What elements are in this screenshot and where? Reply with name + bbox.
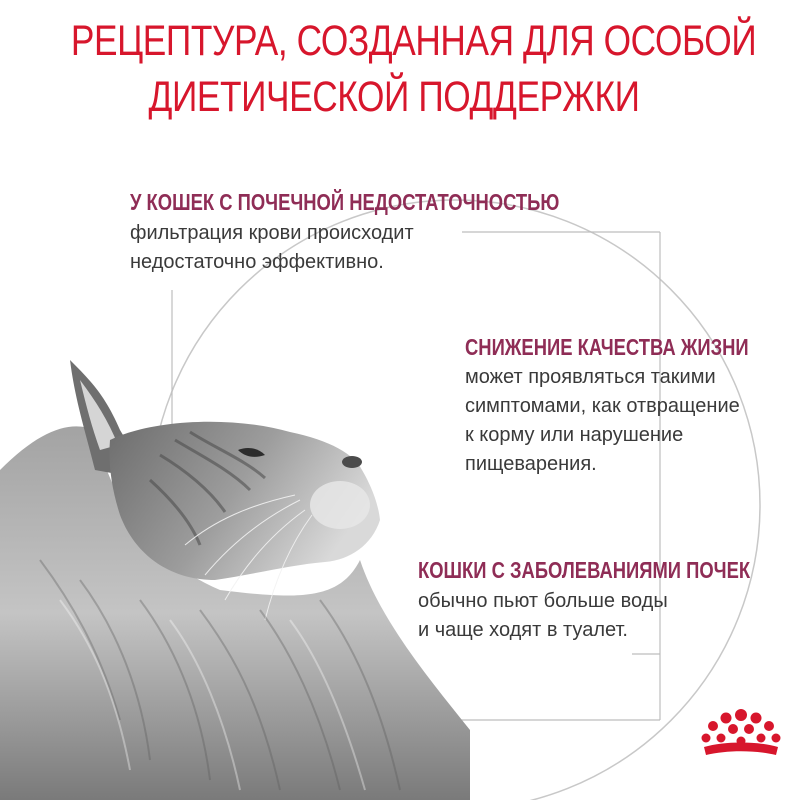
block-2-line-4: пищеварения. <box>465 453 597 475</box>
cat-shape <box>0 360 470 800</box>
block-2-line-2: симптомами, как отвращение <box>465 395 740 417</box>
block-1-line-2: недостаточно эффективно. <box>130 251 384 273</box>
block-2-heading: СНИЖЕНИЕ КАЧЕСТВА ЖИЗНИ <box>465 334 749 360</box>
block-1-heading: У КОШЕК С ПОЧЕЧНОЙ НЕДОСТАТОЧНОСТЬЮ <box>130 189 560 215</box>
page-title-line-2: ДИЕТИЧЕСКОЙ ПОДДЕРЖКИ <box>148 73 640 121</box>
block-1-line-1: фильтрация крови происходит <box>130 222 414 244</box>
royal-canin-crown-icon <box>700 705 782 761</box>
block-3-heading: КОШКИ С ЗАБОЛЕВАНИЯМИ ПОЧЕК <box>418 557 751 583</box>
block-2-line-3: к корму или нарушение <box>465 424 684 446</box>
block-3-line-1: обычно пьют больше воды <box>418 590 668 612</box>
page-title-line-1: РЕЦЕПТУРА, СОЗДАННАЯ ДЛЯ ОСОБОЙ <box>70 17 757 65</box>
block-3-line-2: и чаще ходят в туалет. <box>418 619 628 641</box>
block-2-line-1: может проявляться такими <box>465 366 716 388</box>
